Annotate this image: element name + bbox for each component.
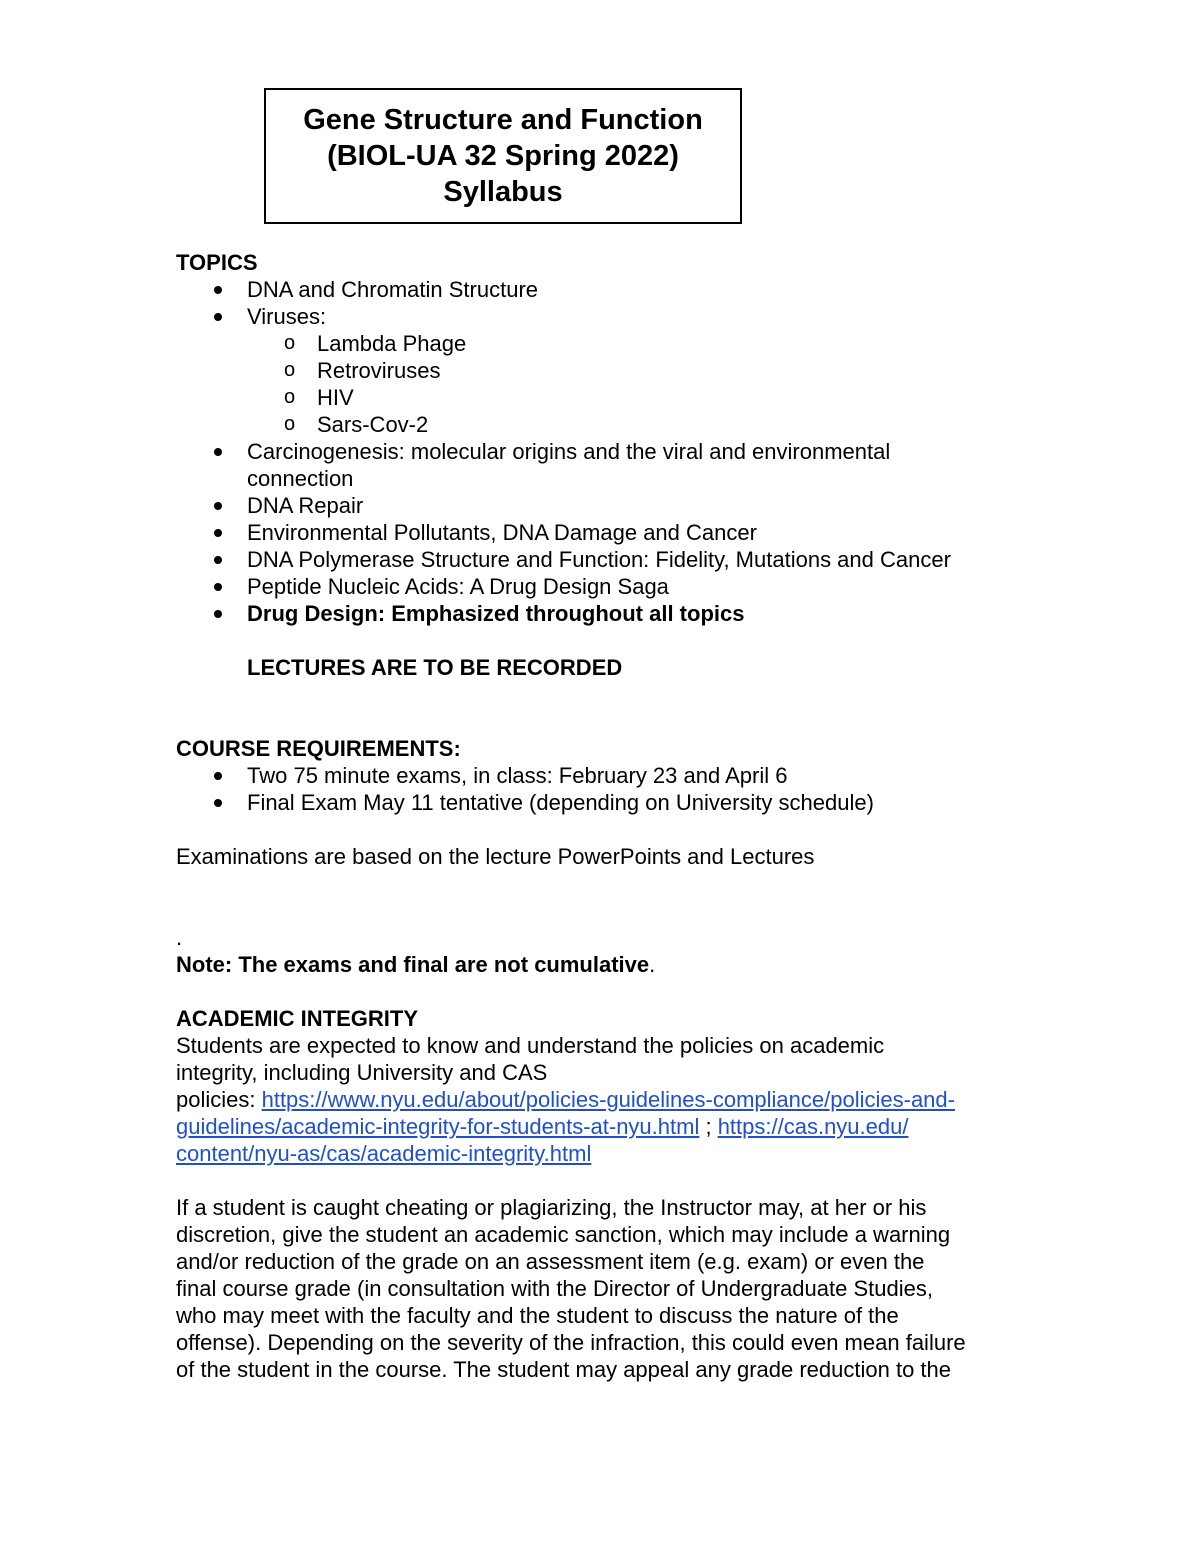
title-box bbox=[264, 88, 742, 224]
circle-bullet-icon: o bbox=[284, 386, 296, 408]
syllabus-body bbox=[176, 249, 1036, 1383]
integrity-heading: ACADEMIC INTEGRITY bbox=[176, 1006, 418, 1031]
topic-item: Peptide Nucleic Acids: A Drug Design Saga bbox=[176, 573, 1036, 600]
topic-item: DNA Polymerase Structure and Function: Fidelity, Mutations and Cancer bbox=[176, 546, 1036, 573]
sanction-paragraph-line: final course grade (in consultation with the Director of Undergraduate Studies, bbox=[176, 1276, 933, 1301]
topic-item: Carcinogenesis: molecular origins and the viral and environmental bbox=[176, 438, 1036, 465]
circle-bullet-icon: o bbox=[284, 359, 296, 381]
bullet-icon bbox=[214, 313, 222, 321]
sanction-paragraph-line: of the student in the course. The student may appeal any grade reduction to the bbox=[176, 1357, 951, 1382]
bullet-icon bbox=[214, 772, 222, 780]
integrity-text: integrity, including University and CAS bbox=[176, 1060, 548, 1085]
virus-subitem: o Lambda Phage bbox=[284, 331, 467, 356]
topic-item: DNA Repair bbox=[176, 492, 1036, 519]
topic-item-continuation: connection bbox=[247, 466, 354, 491]
cumulative-note: Note: The exams and final are not cumulative. bbox=[176, 952, 656, 977]
integrity-text: guidelines/academic-integrity-for-students-at-nyu.html ; https://cas.nyu.edu/ bbox=[176, 1114, 909, 1139]
sanction-paragraph-line: discretion, give the student an academic sanction, which may include a warning bbox=[176, 1222, 951, 1247]
bullet-icon bbox=[214, 502, 222, 510]
course-title: Gene Structure and Function bbox=[303, 104, 703, 136]
sanction-paragraph-line: offense). Depending on the severity of the infraction, this could even mean failure bbox=[176, 1330, 966, 1355]
circle-bullet-icon: o bbox=[284, 332, 296, 354]
topic-item: DNA and Chromatin Structure bbox=[176, 276, 1036, 303]
bullet-icon bbox=[214, 799, 222, 807]
bullet-icon bbox=[214, 610, 222, 618]
course-code: (BIOL-UA 32 Spring 2022) bbox=[327, 140, 679, 172]
virus-subitem: o Retroviruses bbox=[284, 358, 441, 383]
cumulative-note-bold: Note: The exams and final are not cumulative bbox=[176, 952, 650, 977]
topics-heading: TOPICS bbox=[176, 250, 258, 275]
topic-item: Viruses: bbox=[176, 303, 1036, 330]
topic-item-emphasized: Drug Design: Emphasized throughout all topics bbox=[176, 600, 1036, 627]
bullet-icon bbox=[214, 529, 222, 537]
document-type: Syllabus bbox=[443, 176, 563, 208]
sanction-paragraph-line: who may meet with the faculty and the student to discuss the nature of the bbox=[176, 1303, 899, 1328]
nyu-policy-link[interactable]: https://www.nyu.edu/about/policies-guidelines-compliance/policies-and- bbox=[261, 1087, 955, 1112]
integrity-text bbox=[176, 1140, 1036, 1167]
bullet-icon bbox=[214, 556, 222, 564]
cas-policy-link[interactable]: https://cas.nyu.edu/ bbox=[717, 1114, 909, 1139]
virus-subitem: o Sars-Cov-2 bbox=[284, 412, 429, 437]
topic-item: Environmental Pollutants, DNA Damage and Cancer bbox=[176, 519, 1036, 546]
bullet-icon bbox=[214, 583, 222, 591]
bullet-icon bbox=[214, 286, 222, 294]
integrity-text: policies: https://www.nyu.edu/about/policies-guidelines-compliance/policies-and- bbox=[176, 1087, 955, 1112]
stray-dot: . bbox=[176, 925, 183, 950]
nyu-policy-link-cont[interactable]: guidelines/academic-integrity-for-students-at-nyu.html bbox=[176, 1114, 700, 1139]
exam-basis-text: Examinations are based on the lecture PowerPoints and Lectures bbox=[176, 844, 815, 869]
circle-bullet-icon: o bbox=[284, 413, 296, 435]
virus-subitem: o HIV bbox=[284, 385, 354, 410]
cas-policy-link-cont[interactable]: content/nyu-as/cas/academic-integrity.html bbox=[176, 1141, 592, 1166]
bullet-icon bbox=[214, 448, 222, 456]
sanction-paragraph-line: and/or reduction of the grade on an assessment item (e.g. exam) or even the bbox=[176, 1249, 925, 1274]
requirement-item: Two 75 minute exams, in class: February 23 and April 6 bbox=[176, 762, 1036, 789]
requirements-heading: COURSE REQUIREMENTS: bbox=[176, 736, 461, 761]
requirement-item: Final Exam May 11 tentative (depending on University schedule) bbox=[176, 789, 1036, 816]
recorded-note: LECTURES ARE TO BE RECORDED bbox=[247, 655, 623, 680]
sanction-paragraph-line: If a student is caught cheating or plagiarizing, the Instructor may, at her or his bbox=[176, 1195, 927, 1220]
integrity-text: Students are expected to know and understand the policies on academic bbox=[176, 1033, 885, 1058]
